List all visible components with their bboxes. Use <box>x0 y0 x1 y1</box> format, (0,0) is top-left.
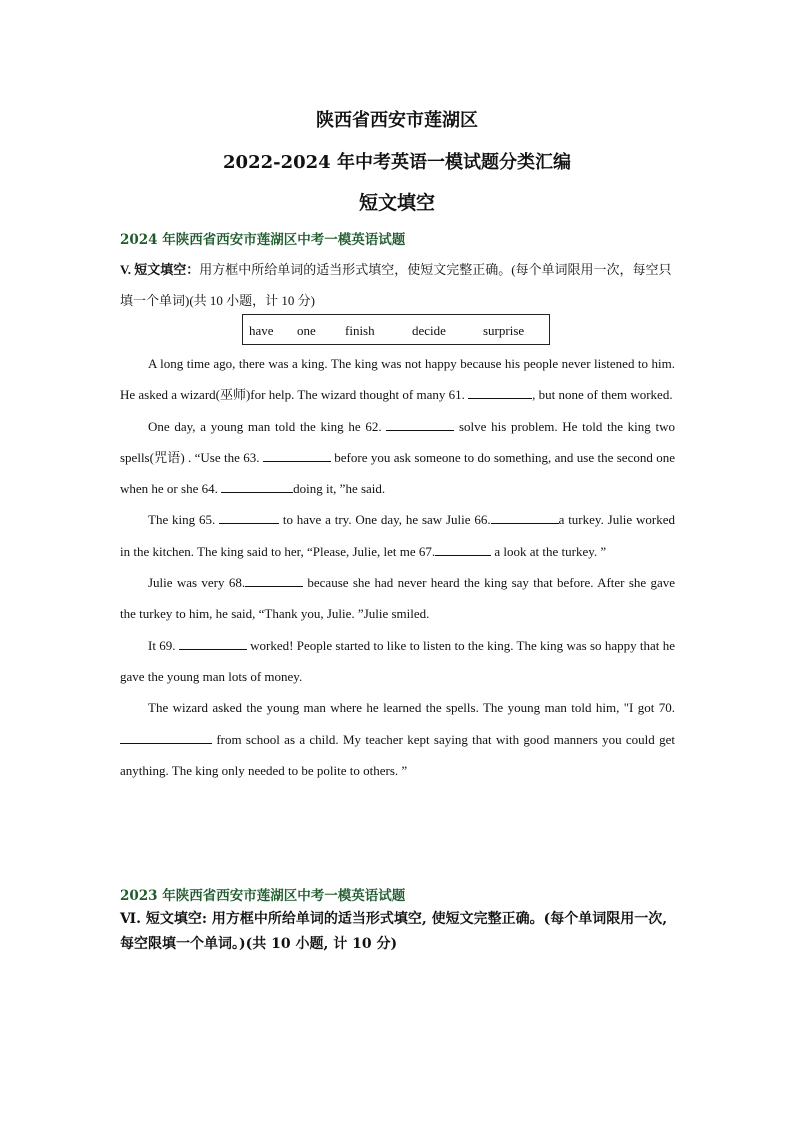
word-box-item: surprise <box>483 323 525 338</box>
blank-63[interactable] <box>263 449 331 462</box>
blank-68[interactable] <box>245 574 303 587</box>
text: One day, a young man told the king he 62. <box>148 418 387 434</box>
text: The wizard asked the young man where he learned the spells. The young man told him, "I got 70. <box>148 700 675 716</box>
instructions-text: 用方框中所给单词的适当形式填空，使短文完整正确。(每个单词限用一次，每空只填一个单词)(共 10 小题，计 10 分) <box>120 262 672 308</box>
paragraph-6 <box>120 692 675 786</box>
text: The king 65. <box>148 512 220 528</box>
blank-62[interactable] <box>386 418 454 431</box>
instructions-2023: Ⅵ. 短文填空: 用方框中所给单词的适当形式填空, 使短文完整正确。(每个单词限用一次, 每空限填一个单词。)(共 10 小题, 计 10 分) <box>120 911 668 952</box>
text: to have a try. One day, he saw Julie 66. <box>279 512 491 528</box>
title-question-type: 短文填空 <box>358 192 435 214</box>
paragraph-5 <box>120 630 675 693</box>
blank-64[interactable] <box>221 480 293 493</box>
text: a look at the turkey. ” <box>491 543 607 559</box>
text: It 69. <box>148 637 179 653</box>
story-passage <box>120 348 675 786</box>
paragraph-4 <box>120 567 675 630</box>
paragraph-3 <box>120 504 675 567</box>
section-heading-2023: 2023 年陕西省西安市莲湖区中考一模英语试题 <box>120 888 406 904</box>
text: a turkey. Julie worked in the kitchen. The king said to her, “Please, Julie, let me 67. <box>120 512 675 559</box>
instructions-2024 <box>120 254 675 316</box>
word-box-item: one <box>297 323 316 338</box>
blank-65[interactable] <box>219 511 279 524</box>
text: from school as a child. My teacher kept saying that with good manners you could get anything. The king only needed to be polite to others. ” <box>120 731 675 778</box>
blank-69[interactable] <box>179 637 247 650</box>
instructions-label: V. 短文填空： <box>120 262 200 277</box>
text: doing it, ”he said. <box>293 481 386 497</box>
title-region: 陕西省西安市莲湖区 <box>316 110 478 131</box>
word-box-item: have <box>249 323 274 338</box>
title-exam-range: 2022-2024 年中考英语一模试题分类汇编 <box>223 152 571 173</box>
text: solve his problem. He told the king two spells(咒语) . “Use the 63. <box>120 418 675 465</box>
word-box <box>242 314 550 345</box>
paragraph-2 <box>120 411 675 505</box>
blank-66[interactable] <box>491 511 559 524</box>
paragraph-1 <box>120 348 675 411</box>
section-heading-2024: 2024 年陕西省西安市莲湖区中考一模英语试题 <box>120 232 406 248</box>
text: Julie was very 68. <box>148 575 246 591</box>
blank-67[interactable] <box>435 543 491 556</box>
text: because she had never heard the king say that before. After she gave the turkey to him, he said, “Thank you, Julie. ”Julie smiled. <box>120 575 675 622</box>
text: , but none of them worked. <box>532 387 673 403</box>
word-box-item: decide <box>412 323 446 338</box>
text: worked! People started to like to listen to the king. The king was so happy that he gave the young man lots of money. <box>120 637 675 684</box>
text: before you ask someone to do something, and use the second one when he or she 64. <box>120 449 675 497</box>
text: A long time ago, there was a king. The king was not happy because his people never listened to him. He asked a wizard(巫师)for help. The wizard thought of many 61. <box>120 356 675 403</box>
word-box-item: finish <box>345 323 375 338</box>
blank-70[interactable] <box>120 731 212 744</box>
blank-61[interactable] <box>468 386 532 399</box>
